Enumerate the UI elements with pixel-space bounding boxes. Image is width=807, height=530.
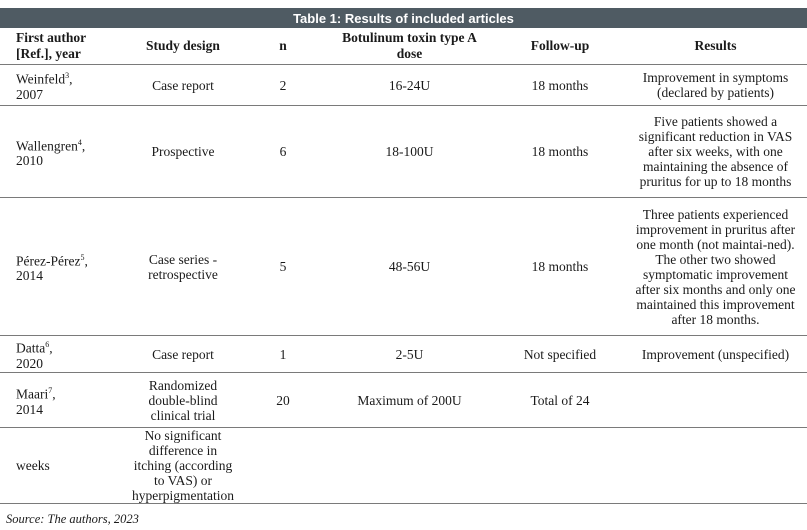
results-cell [624, 428, 807, 504]
dose-cell: 48-56U [323, 198, 496, 336]
author-year: 2014 [16, 401, 43, 417]
n-cell: 5 [243, 198, 323, 336]
author-cell: Pérez-Pérez$^5$, 2014 [0, 198, 123, 336]
dose-cell: 16-24U [323, 65, 496, 106]
follow-up-cell: 18 months [496, 198, 624, 336]
follow-up-cell [496, 428, 624, 504]
table-row [0, 428, 807, 504]
results-cell: Improvement in symptoms (declared by patients) [624, 65, 807, 106]
author-name: Weinfeld [16, 71, 66, 87]
follow-up-cell: 18 months [496, 106, 624, 198]
results-cell: Five patients showed a significant reduction in VAS after six weeks, with one maintaining the absence of pruritus for up to 18 months [624, 106, 807, 198]
follow-up-cell: Total of 24 [496, 373, 624, 428]
dose-cell: 18-100U [323, 106, 496, 198]
author-name: Pérez-Pérez [16, 253, 81, 269]
design-cell: Case report [123, 336, 243, 373]
author-cell: Weinfeld$^3$, 2007 [0, 65, 123, 106]
header-follow-up: Follow-up [496, 28, 624, 65]
table-row [0, 336, 807, 373]
n-cell: 6 [243, 106, 323, 198]
author-cell: Datta$^6$, 2020 [0, 336, 123, 373]
author-year: 2020 [16, 355, 43, 371]
design-cell: No significant difference in itching (according to VAS) or hyperpigmentation [123, 428, 243, 504]
table-row [0, 65, 807, 106]
ref-number: 5 [80, 252, 85, 262]
design-cell: Case report [123, 65, 243, 106]
n-cell: 2 [243, 65, 323, 106]
n-cell: 20 [243, 373, 323, 428]
author-cell: Maari$^7$, 2014 [0, 373, 123, 428]
header-results: Results [624, 28, 807, 65]
ref-number: 6 [45, 340, 50, 350]
dose-cell: 2-5U [323, 336, 496, 373]
author-year: 2010 [16, 153, 43, 169]
table-row [0, 198, 807, 336]
header-row [0, 28, 807, 65]
ref-number: 7 [48, 386, 53, 396]
results-cell: Three patients experienced improvement in pruritus after one month (not maintai-ned). The other two showed symptomatic improvement after six months and only one maintained this improvement after 18 months. [624, 198, 807, 336]
author-cell: Wallengren$^4$, 2010 [0, 106, 123, 198]
n-cell [243, 428, 323, 504]
ref-number: 3 [65, 71, 70, 81]
results-table [0, 28, 807, 504]
dose-cell: Maximum of 200U [323, 373, 496, 428]
table-row [0, 106, 807, 198]
results-cell [624, 373, 807, 428]
design-cell: Randomized double-blind clinical trial [123, 373, 243, 428]
design-cell: Prospective [123, 106, 243, 198]
author-name: Datta [16, 340, 46, 356]
header-design: Study design [123, 28, 243, 65]
header-dose: Botulinum toxin type A dose [323, 28, 496, 65]
ref-number: 4 [77, 137, 82, 147]
header-n: n [243, 28, 323, 65]
author-year: 2007 [16, 86, 43, 102]
table-row [0, 373, 807, 428]
source-note: Source: The authors, 2023 [6, 512, 139, 526]
header-author: First author [Ref.], year [0, 28, 123, 65]
dose-cell [323, 428, 496, 504]
author-name: Maari [16, 386, 49, 402]
design-cell: Case series - retrospective [123, 198, 243, 336]
follow-up-cell: 18 months [496, 65, 624, 106]
results-cell: Improvement (unspecified) [624, 336, 807, 373]
author-cell: weeks [0, 428, 123, 504]
author-name: Wallengren [16, 138, 78, 154]
table-title: Table 1: Results of included articles [0, 8, 807, 28]
follow-up-cell: Not specified [496, 336, 624, 373]
n-cell: 1 [243, 336, 323, 373]
author-year: 2014 [16, 268, 43, 284]
